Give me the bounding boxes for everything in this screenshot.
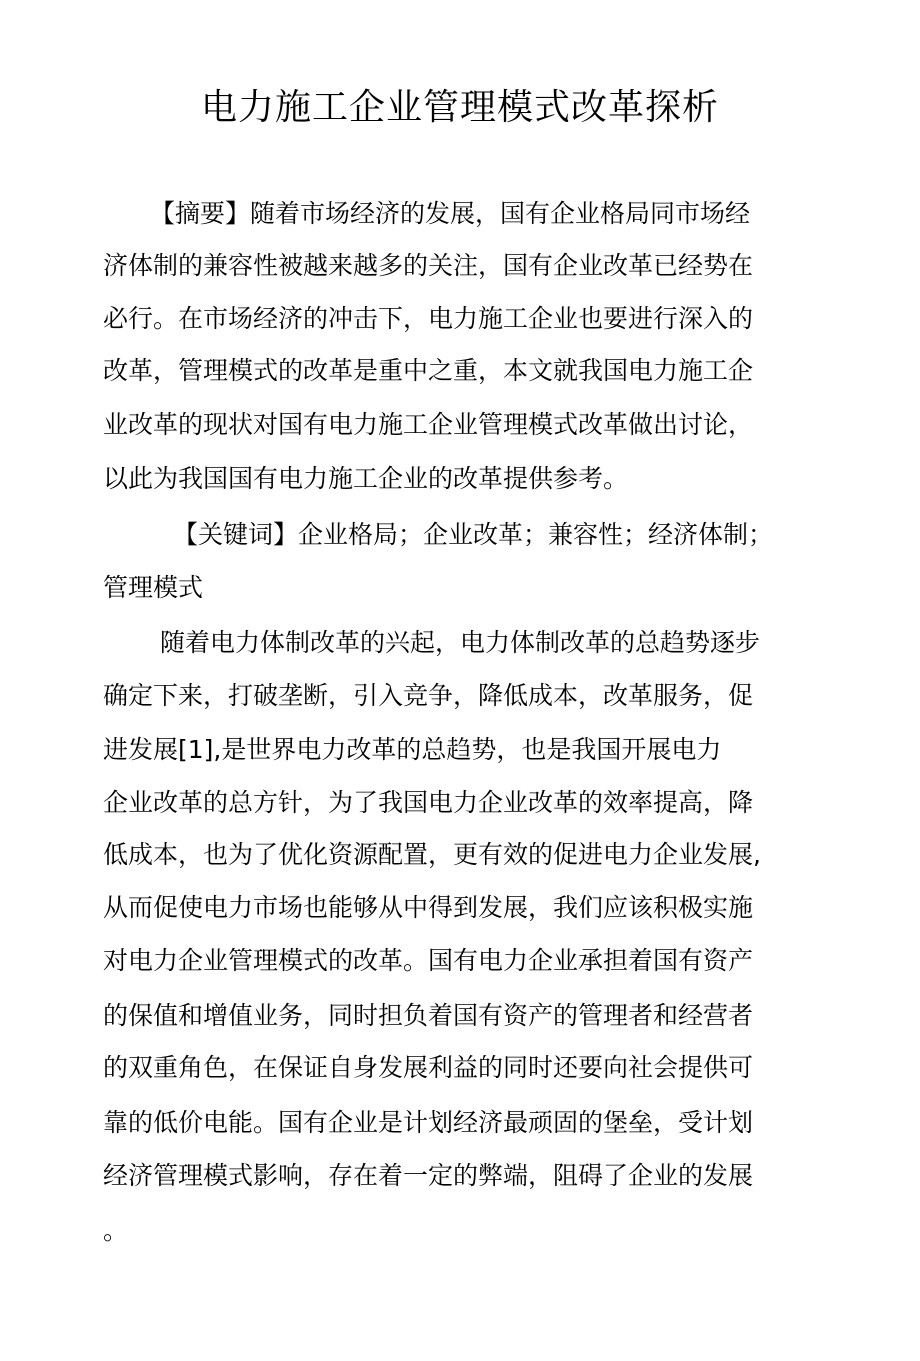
body-line: 对电力企业管理模式的改革。国有电力企业承担着国有资产 bbox=[103, 946, 754, 975]
body-line: 进发展[1],是世界电力改革的总趋势，也是我国开展电力 bbox=[103, 735, 722, 764]
abstract-line: 济体制的兼容性被越来越多的关注，国有企业改革已经势在 bbox=[103, 251, 754, 280]
keywords-line: 管理模式 bbox=[103, 573, 204, 602]
keywords-line: 【关键词】企业格局；企业改革；兼容性；经济体制； bbox=[173, 520, 774, 549]
body-line: 的保值和增值业务，同时担负着国有资产的管理者和经营者 bbox=[103, 1001, 754, 1030]
body-line: 。 bbox=[103, 1216, 129, 1245]
body-line: 靠的低价电能。国有企业是计划经济最顽固的堡垒，受计划 bbox=[103, 1108, 754, 1137]
body-line: 低成本，也为了优化资源配置，更有效的促进电力企业发展, bbox=[103, 840, 761, 869]
body-line: 企业改革的总方针，为了我国电力企业改革的效率提高，降 bbox=[103, 788, 754, 817]
body-line: 的双重角色，在保证自身发展利益的同时还要向社会提供可 bbox=[103, 1053, 754, 1082]
body-line: 确定下来，打破垄断，引入竞争，降低成本，改革服务，促 bbox=[103, 681, 754, 710]
body-line: 经济管理模式影响，存在着一定的弊端，阻碍了企业的发展 bbox=[103, 1161, 754, 1190]
document-title: 电力施工企业管理模式改革探析 bbox=[200, 87, 719, 128]
abstract-line: 业改革的现状对国有电力施工企业管理模式改革做出讨论， bbox=[103, 410, 754, 439]
abstract-line: 【摘要】随着市场经济的发展，国有企业格局同市场经 bbox=[150, 199, 751, 228]
abstract-line: 改革，管理模式的改革是重中之重，本文就我国电力施工企 bbox=[103, 356, 754, 385]
body-line: 随着电力体制改革的兴起，电力体制改革的总趋势逐步 bbox=[160, 628, 761, 657]
abstract-line: 必行。在市场经济的冲击下，电力施工企业也要进行深入的 bbox=[103, 304, 754, 333]
abstract-line: 以此为我国国有电力施工企业的改革提供参考。 bbox=[103, 464, 629, 493]
body-line: 从而促使电力市场也能够从中得到发展，我们应该积极实施 bbox=[103, 893, 754, 922]
